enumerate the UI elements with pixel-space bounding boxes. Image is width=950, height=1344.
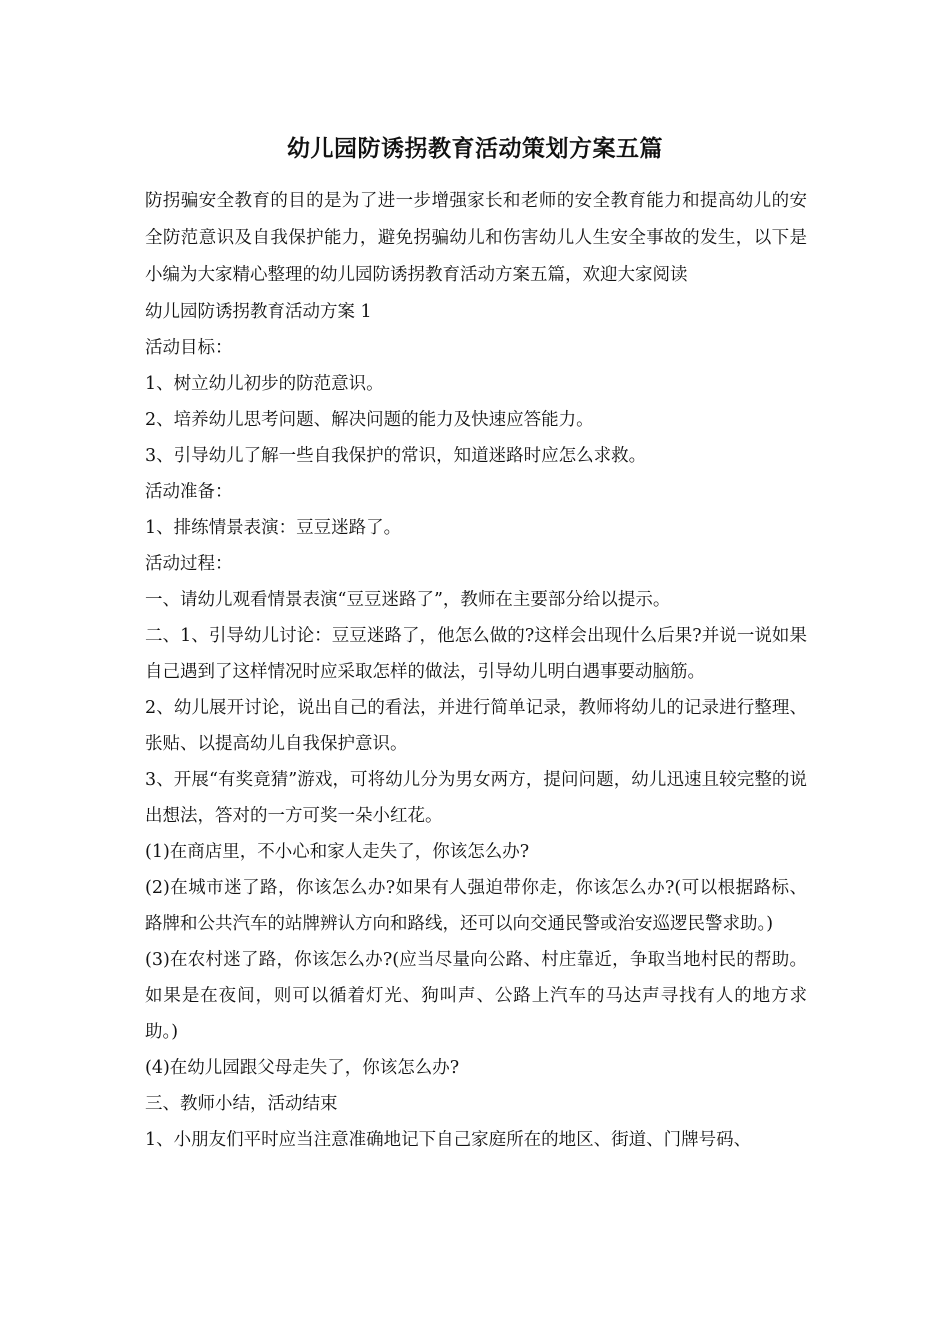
heading-activity-preparation: 活动准备：	[145, 482, 233, 502]
goal-item: 3、引导幼儿了解一些自我保护的常识，知道迷路时应怎么求救。	[145, 446, 647, 466]
preparation-item: 1、排练情景表演：豆豆迷路了。	[145, 518, 402, 538]
process-step: 三、教师小结，活动结束	[145, 1094, 338, 1114]
heading-activity-process: 活动过程：	[145, 554, 233, 574]
question-item: (2)在城市迷了路，你该怎么办?如果有人强迫带你走，你该怎么办?(可以根据路标、路牌和公共汽车的站牌辨认方向和路线，还可以向交通民警或治安巡逻民警求助。)	[145, 878, 807, 934]
process-step: 二、1、引导幼儿讨论：豆豆迷路了，他怎么做的?这样会出现什么后果?并说一说如果自己遇到了这样情况时应采取怎样的做法，引导幼儿明白遇事要动脑筋。	[145, 626, 807, 682]
heading-activity-goals: 活动目标：	[145, 338, 233, 358]
process-step: 2、幼儿展开讨论，说出自己的看法，并进行简单记录，教师将幼儿的记录进行整理、张贴、以提高幼儿自我保护意识。	[145, 698, 807, 754]
goal-item: 1、树立幼儿初步的防范意识。	[145, 374, 384, 394]
document-title: 幼儿园防诱拐教育活动策划方案五篇	[287, 135, 663, 162]
summary-item: 1、小朋友们平时应当注意准确地记下自己家庭所在的地区、街道、门牌号码、	[145, 1130, 752, 1150]
question-item: (4)在幼儿园跟父母走失了，你该怎么办?	[145, 1058, 460, 1078]
process-step: 3、开展“有奖竟猜”游戏，可将幼儿分为男女两方，提问问题，幼儿迅速且较完整的说出想法，答对的一方可奖一朵小红花。	[145, 770, 807, 826]
goal-item: 2、培养幼儿思考问题、解决问题的能力及快速应答能力。	[145, 410, 594, 430]
document-body	[145, 183, 807, 1158]
intro-paragraph: 防拐骗安全教育的目的是为了进一步增强家长和老师的安全教育能力和提高幼儿的安全防范意识及自我保护能力，避免拐骗幼儿和伤害幼儿人生安全事故的发生，以下是小编为大家精心整理的幼儿园防诱拐教育活动方案五篇，欢迎大家阅读	[145, 191, 807, 285]
question-item: (1)在商店里，不小心和家人走失了，你该怎么办?	[145, 842, 530, 862]
question-item: (3)在农村迷了路，你该怎么办?(应当尽量向公路、村庄靠近，争取当地村民的帮助。如果是在夜间，则可以循着灯光、狗叫声、公路上汽车的马达声寻找有人的地方求助。)	[145, 950, 807, 1042]
section-heading-plan-1: 幼儿园防诱拐教育活动方案 1	[145, 302, 372, 322]
process-step: 一、请幼儿观看情景表演“豆豆迷路了”，教师在主要部分给以提示。	[145, 590, 671, 610]
